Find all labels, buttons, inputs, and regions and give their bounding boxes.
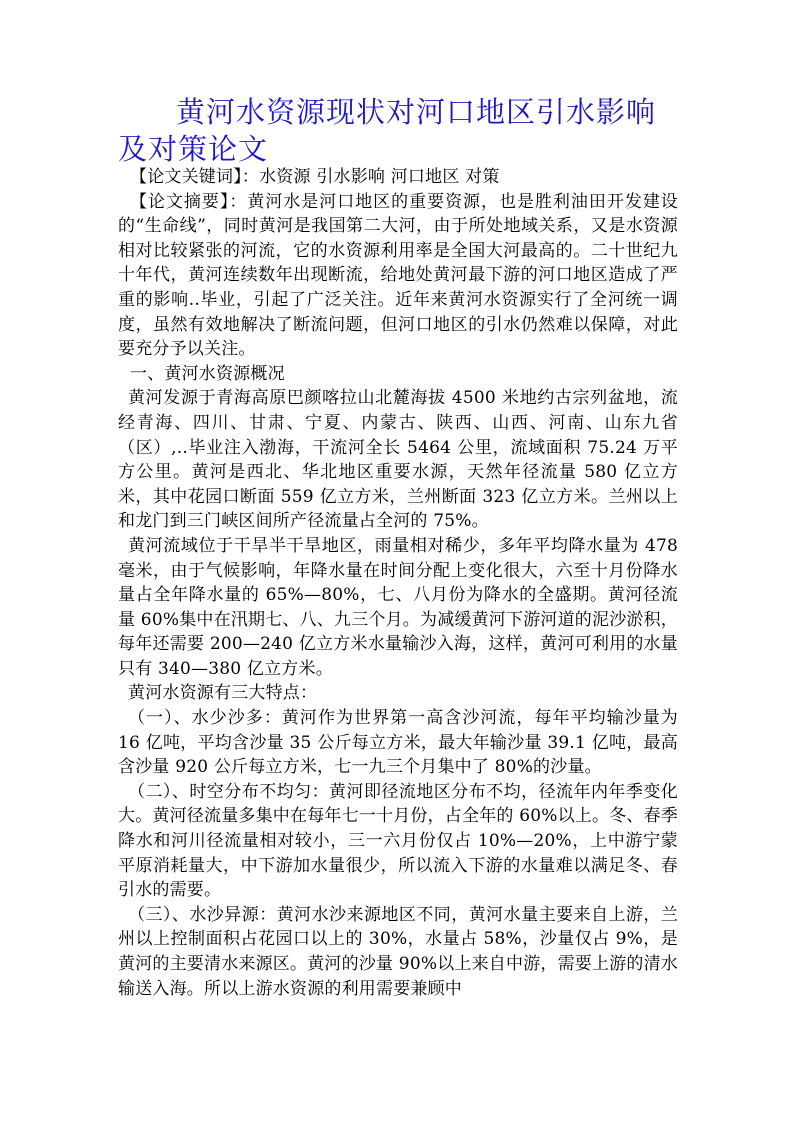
keywords-line [118, 165, 678, 190]
paragraph-climate: 黄河流域位于干旱半干旱地区，雨量相对稀少，多年平均降水量为 478 毫米，由于气候影响，年降水量在时间分配上变化很大，六至十月份降水量占全年降水量的 65%—80%，七、八月份为降水的全盛期。黄河径流量 60%集中在汛期七、八、九三个月。为减缓黄河下游河道的泥沙淤积，每年还需要 200—240 亿立方米水量输沙入海，这样，黄河可利用的水量只有 340—380 亿立方米。 [118, 535, 678, 679]
section-heading: 一、黄河水资源概况 [130, 363, 285, 384]
paragraph-features-intro: 黄河水资源有三大特点： [128, 683, 318, 704]
document-body [118, 165, 678, 1001]
abstract-text: 黄河水是河口地区的重要资源，也是胜利油田开发建设的“生命线”，同时黄河是我国第二大河，由于所处地域关系，又是水资源相对比较紧张的河流，它的水资源利用率是全国大河最高的。二十世纪九十年代，黄河连续数年出现断流，给地处黄河最下游的河口地区造成了严重的影响..毕业，引起了广泛关注。近年来黄河水资源实行了全河统一调度，虽然有效地解决了断流问题，但河口地区的引水仍然难以保障，对此要充分予以关注。 [118, 191, 678, 360]
keywords-text: 水资源 引水影响 河口地区 对策 [259, 167, 500, 187]
keywords-label: 【论文关键词】： [130, 167, 260, 187]
paragraph-overview: 黄河发源于青海高原巴颜喀拉山北麓海拔 4500 米地约古宗列盆地，流经青海、四川、甘肃、宁夏、内蒙古、陕西、山西、河南、山东九省（区）,..毕业注入渤海，干流河全长 5464 公里，流域面积 75.24 万平方公里。黄河是西北、华北地区重要水源，天然年径流量 580 亿立方米，其中花园口断面 559 亿立方米，兰州断面 323 亿立方米。兰州以上和龙门到三门峡区间所产径流量占全河的 75%。 [118, 388, 678, 532]
abstract-label: 【论文摘要】： [130, 191, 248, 212]
paragraph-feature-3: （三）、水沙异源：黄河水沙来源地区不同，黄河水量主要来自上游，兰州以上控制面积占花园口以上的 30%，水量占 58%，沙量仅占 9%，是黄河的主要清水来源区。黄河的沙量 90%以上来自中游，需要上游的清水输送入海。所以上游水资源的利用需要兼顾中 [118, 904, 678, 999]
paragraph-feature-2: （二）、时空分布不均匀：黄河即径流地区分布不均，径流年内年季变化大。黄河径流量多集中在每年七一十月份，占全年的 60%以上。冬、春季降水和河川径流量相对较小，三一六月份仅占 10%—20%，上中游宁蒙平原消耗量大，中下游加水量很少，所以流入下游的水量难以满足冬、春引水的需要。 [118, 781, 678, 901]
abstract-paragraph [118, 190, 678, 362]
paragraph-feature-1: （一）、水少沙多：黄河作为世界第一高含沙河流，每年平均输沙量为 16 亿吨，平均含沙量 35 公斤每立方米，最大年输沙量 39.1 亿吨，最高含沙量 920 公斤每立方米，七一九三个月集中了 80%的沙量。 [118, 708, 678, 778]
document-title: 黄河水资源现状对河口地区引水影响及对策论文 [118, 95, 657, 166]
